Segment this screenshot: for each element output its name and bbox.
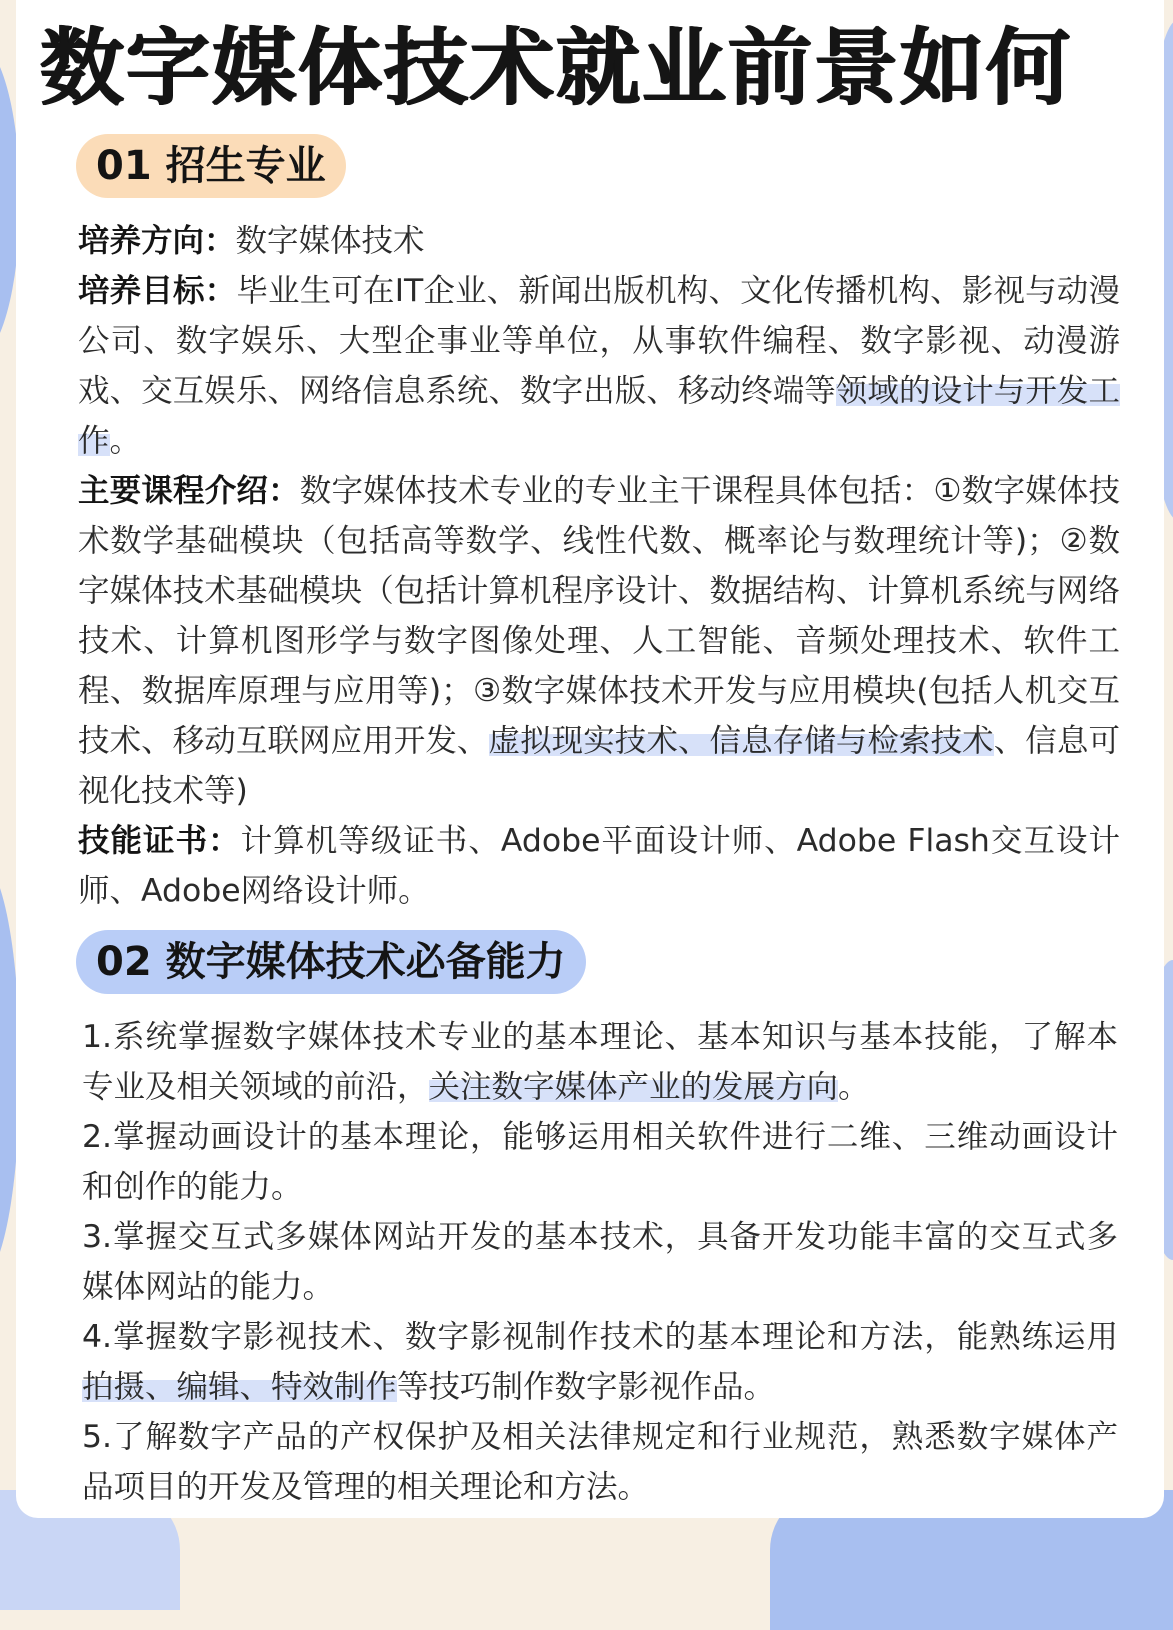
- cert-text: 计算机等级证书、Adobe平面设计师、Adobe Flash交互设计师、Adobe网络设计师。: [78, 823, 1120, 909]
- ability-item-2: 2.掌握动画设计的基本理论，能够运用相关软件进行二维、三维动画设计和创作的能力。: [82, 1119, 1118, 1205]
- ability-item-1: [82, 1012, 1118, 1112]
- direction-value: 数字媒体技术: [235, 223, 425, 259]
- ability-item-5: 5.了解数字产品的产权保护及相关法律规定和行业规范，熟悉数字媒体产品项目的开发及管理的相关理论和方法。: [82, 1419, 1118, 1505]
- ability-item-4: [82, 1312, 1118, 1412]
- courses-highlight: 虚拟现实技术、信息存储与检索技术: [488, 723, 994, 759]
- courses-label: 主要课程介绍：: [78, 473, 300, 509]
- cert-paragraph: [78, 816, 1120, 916]
- section-heading-abilities: 02 数字媒体技术必备能力: [76, 930, 586, 994]
- ability-item-4-end: 等技巧制作数字影视作品。: [397, 1369, 776, 1405]
- content-card: [16, 0, 1164, 1518]
- ability-item-1-end: 。: [838, 1069, 870, 1105]
- page-title: 数字媒体技术就业前景如何: [40, 19, 1073, 117]
- goal-label: 培养目标：: [78, 273, 237, 309]
- direction-label: 培养方向：: [78, 223, 236, 259]
- courses-text: 数字媒体技术专业的专业主干课程具体包括：①数字媒体技术数学基础模块（包括高等数学、线性代数、概率论与数理统计等)；②数字媒体技术基础模块（包括计算机程序设计、数据结构、计算机系统与网络技术、计算机图形学与数字图像处理、人工智能、音频处理技术、软件工程、数据库原理与应用等)；③数字媒体技术开发与应用模块(包括人机交互技术、移动互联网应用开发、: [78, 473, 1120, 759]
- section-heading-enrollment: 01 招生专业: [76, 134, 346, 198]
- direction-paragraph: [78, 216, 1120, 266]
- ability-item-4-text: 4.掌握数字影视技术、数字影视制作技术的基本理论和方法，能熟练运用: [82, 1319, 1118, 1355]
- goal-paragraph: [78, 266, 1120, 466]
- courses-paragraph: [78, 466, 1120, 816]
- section-abilities: [82, 1012, 1118, 1512]
- goal-highlight: 领域的设计与开发工作: [78, 373, 1120, 459]
- goal-text: 毕业生可在IT企业、新闻出版机构、文化传播机构、影视与动漫公司、数字娱乐、大型企事业等单位，从事软件编程、数字影视、动漫游戏、交互娱乐、网络信息系统、数字出版、移动终端等: [78, 273, 1120, 409]
- cert-label: 技能证书：: [78, 823, 241, 859]
- ability-item-1-highlight: 关注数字媒体产业的发展方向: [428, 1069, 839, 1105]
- ability-item-3: 3.掌握交互式多媒体网站开发的基本技术，具备开发功能丰富的交互式多媒体网站的能力。: [82, 1219, 1118, 1305]
- ability-item-1-text: 1.系统掌握数字媒体技术专业的基本理论、基本知识与基本技能，了解本专业及相关领域的前沿，: [82, 1019, 1118, 1105]
- courses-text-end: 、信息可视化技术等): [78, 723, 1120, 809]
- ability-item-4-highlight: 拍摄、编辑、特效制作: [82, 1369, 398, 1405]
- goal-end: 。: [109, 423, 142, 459]
- section-enrollment: [78, 216, 1120, 916]
